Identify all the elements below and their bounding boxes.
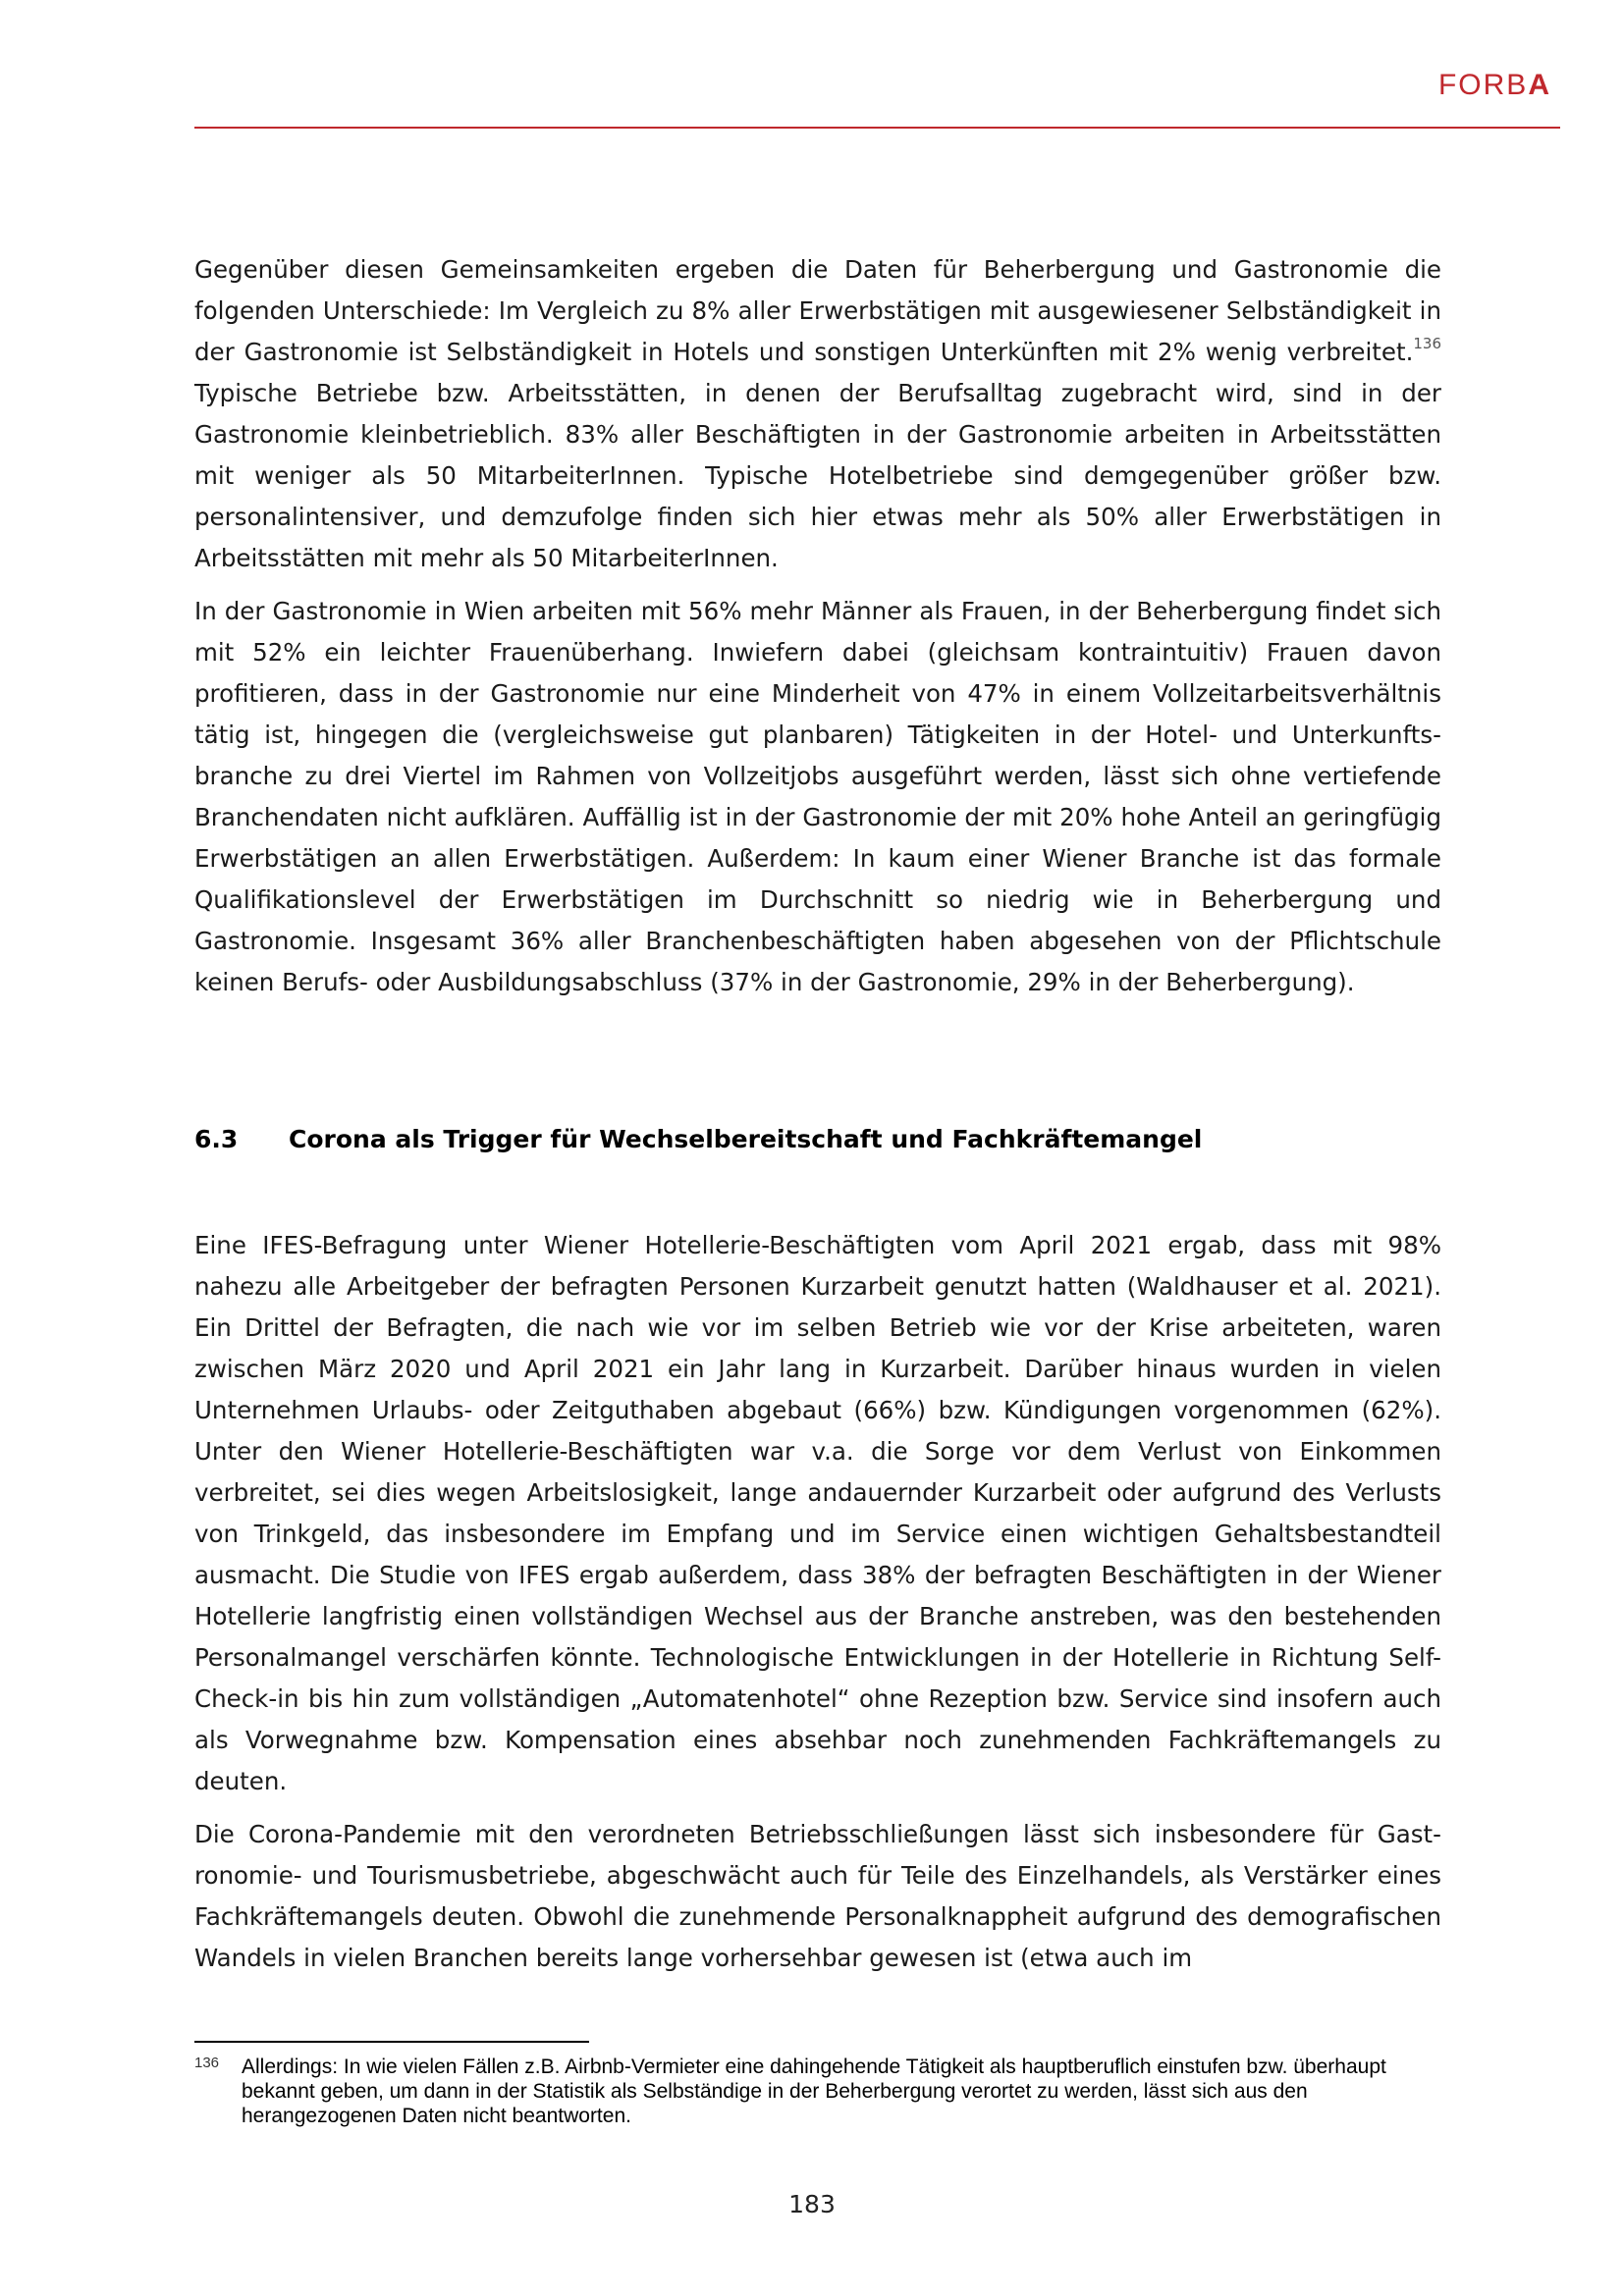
footnote-number: 136 [194, 2055, 220, 2071]
paragraph-4: Die Corona-Pandemie mit den verordneten Betriebsschließungen lässt sich insbesondere für Gastronomie- und Tourismusbetriebe, abgeschwächt auch für Teile des Einzelhandels, als Verstärker eines Fachkräftemangels deuten. Obwohl die zunehmende Personalknappheit aufgrund des demografischen Wandels in vielen Branchen bereits lange vorhersehbar gewesen ist (etwa auch im [194, 1820, 1441, 1972]
logo-main-text: FORB [1437, 69, 1529, 101]
paragraph-2: In der Gastronomie in Wien arbeiten mit 56% mehr Männer als Frauen, in der Beherbergung findet sich mit 52% ein leichter Frauenüberhang. Inwiefern dabei (gleichsam kontraintuitiv) Frauen davon profitieren, dass in der Gastronomie nur eine Minderheit von 47% in einem Vollzeitarbeitsverhältnis tätig ist, hingegen die (vergleichsweise gut planbaren) Tätigkeiten in der Hotel- und Unterkunftsbranche zu drei Viertel im Rahmen von Vollzeitjobs ausgeführt werden, lässt sich ohne vertiefende Branchendaten nicht aufklären. Auffällig ist in der Gastronomie der mit 20% hohe Anteil an geringfügig Erwerbstätigen an allen Erwerbstätigen. Außerdem: In kaum einer Wiener Branche ist das formale Qualifikationslevel der Erwerbstätigen im Durchschnitt so niedrig wie in Beherbergung und Gastronomie. Insgesamt 36% aller Branchenbeschäftigten haben abgesehen von der Pflichtschule keinen Berufs- oder Ausbildungsabschluss (37% in der Gastronomie, 29% in der Beherbergung). [194, 597, 1441, 996]
footnote-text: Allerdings: In wie vielen Fällen z.B. Airbnb-Vermieter eine dahingehende Tätigkeit als hauptberuflich einstufen bzw. überhaupt bekannt geben, um dann in der Statistik als Selbständige in der Beherbergung verortet zu werden, lässt sich aus den herangezogenen Daten nicht beantworten. [242, 2056, 1386, 2127]
paragraph-1 [194, 249, 1441, 579]
header-divider [194, 127, 1560, 129]
paragraph-1-start: Gegenüber diesen Gemeinsamkeiten ergeben die Daten für Beherbergung und Gastronomie die folgenden Unterschiede: Im Vergleich zu 8% aller Erwerbstätigen mit ausgewiesener Selbständigkeit in der Gastronomie ist Selbständigkeit in Hotels und sonstigen Unterkünften mit 2% wenig verbreitet. [194, 255, 1441, 366]
footnote-reference[interactable]: 136 [1413, 334, 1441, 352]
page-number: 183 [788, 2190, 836, 2218]
footnote [194, 2055, 1441, 2128]
section-title: Corona als Trigger für Wechselbereitschaft und Fachkräftemangel [289, 1125, 1203, 1153]
section-heading [194, 1119, 1441, 1160]
logo-accent-letter: A [1528, 69, 1551, 101]
section-number: 6.3 [194, 1125, 239, 1153]
main-text [194, 249, 1441, 1991]
forba-logo [1438, 69, 1551, 102]
paragraph-3: Eine IFES-Befragung unter Wiener Hotellerie-Beschäftigten vom April 2021 ergab, dass mit 98% nahezu alle Arbeitgeber der befragten Personen Kurzarbeit genutzt hatten (Waldhauser et al. 2021). Ein Drittel der Befragten, die nach wie vor im selben Betrieb wie vor der Krise arbeiteten, waren zwischen März 2020 und April 2021 ein Jahr lang in Kurzarbeit. Darüber hinaus wurden in vielen Unternehmen Urlaubs- oder Zeitguthaben abgebaut (66%) bzw. Kündigungen vorgenommen (62%). Unter den Wiener Hotellerie-Beschäftigten war v.a. die Sorge vor dem Verlust von Einkommen verbreitet, sei dies wegen Arbeitslosigkeit, lange andauernder Kurzarbeit oder aufgrund des Verlusts von Trinkgeld, das insbesondere im Empfang und im Service einen wichtigen Gehaltsbestandteil ausmacht. Die Studie von IFES ergab außerdem, dass 38% der befragten Beschäftigten in der Wiener Hotellerie langfristig einen vollständigen Wechsel aus der Branche anstreben, was den bestehenden Personalmangel verschärfen könnte. Technologische Entwicklungen in der Hotellerie in Richtung Self-Check-in bis hin zum vollständigen „Automatenhotel“ ohne Rezeption bzw. Service sind insofern auch als Vorwegnahme bzw. Kompensation eines absehbar noch zunehmenden Fachkräftemangels zu deuten. [194, 1231, 1441, 1795]
footnote-divider [194, 2041, 589, 2043]
paragraph-1-end: Typische Betriebe bzw. Arbeitsstätten, in denen der Berufsalltag zugebracht wird, sind in der Gastronomie kleinbetrieblich. 83% aller Beschäftigten in der Gastronomie arbeiten in Arbeitsstätten mit weniger als 50 MitarbeiterInnen. Typische Hotelbetriebe sind demgegenüber größer bzw. personalintensiver, und demzufolge finden sich hier etwas mehr als 50% aller Erwerbstätigen in Arbeitsstätten mit mehr als 50 MitarbeiterInnen. [194, 379, 1441, 572]
